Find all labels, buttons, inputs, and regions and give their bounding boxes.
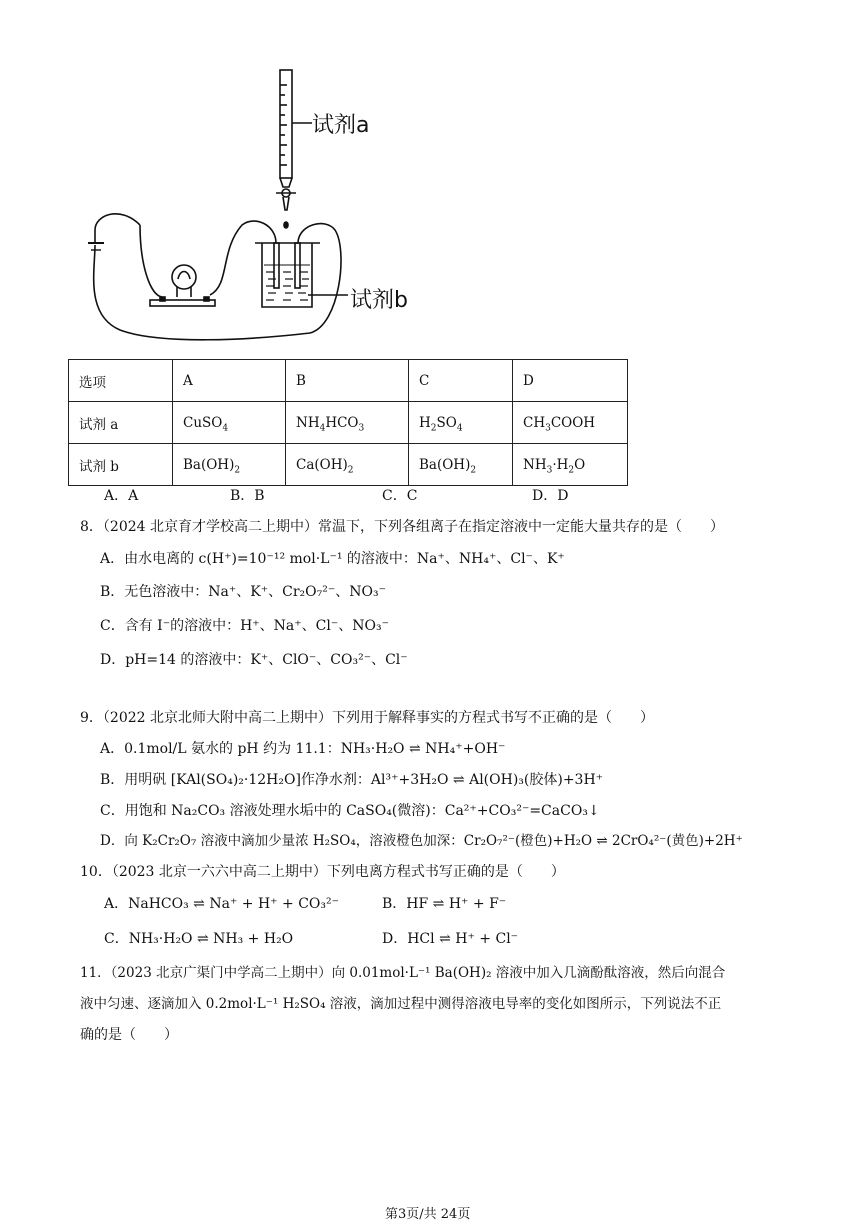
q7-choice-a[interactable]: A．A bbox=[104, 488, 139, 504]
q9-option-d[interactable]: D．向 K₂Cr₂O₇ 溶液中滴加少量浓 H₂SO₄，溶液橙色加深：Cr₂O₇²⁻(橙色)+H₂O ⇌ 2CrO₄²⁻(黄色)+2H⁺ bbox=[100, 833, 743, 849]
q8-option-a[interactable]: A．由水电离的 c(H⁺)=10⁻¹² mol·L⁻¹ 的溶液中：Na⁺、NH₄⁺、Cl⁻、K⁺ bbox=[100, 551, 565, 567]
reagent-a-label: 试剂a bbox=[312, 113, 370, 138]
table-cell: D bbox=[513, 360, 628, 402]
table-header-row bbox=[69, 360, 628, 402]
table-cell: 试剂 a bbox=[69, 402, 173, 444]
table-row bbox=[69, 444, 628, 486]
table-cell: $NH_4HCO_3$ bbox=[286, 402, 409, 444]
options-table bbox=[68, 359, 628, 486]
q11-line-2: 液中匀速、逐滴加入 0.2mol·L⁻¹ H₂SO₄ 溶液，滴加过程中测得溶液电导率的变化如图所示，下列说法不正 bbox=[80, 996, 722, 1012]
table-cell: $CH_3COOH$ bbox=[513, 402, 628, 444]
q7-choice-d[interactable]: D．D bbox=[532, 488, 569, 504]
q11-line-1: 11．（2023 北京广渠门中学高二上期中）向 0.01mol·L⁻¹ Ba(OH)₂ 溶液中加入几滴酚酞溶液，然后向混合 bbox=[80, 965, 726, 981]
q10-option-a[interactable]: A．NaHCO₃ ⇌ Na⁺ + H⁺ + CO₃²⁻ bbox=[104, 896, 339, 912]
table-cell: A bbox=[173, 360, 286, 402]
table-cell: CuSO$_4$ bbox=[173, 402, 286, 444]
table-cell: $H_2SO_4$ bbox=[409, 402, 513, 444]
table-row bbox=[69, 402, 628, 444]
q9-stem: 9．（2022 北京北师大附中高二上期中）下列用于解释事实的方程式书写不正确的是（ ） bbox=[80, 710, 654, 726]
table-cell: 试剂 b bbox=[69, 444, 173, 486]
q11-line-3: 确的是（ ） bbox=[80, 1027, 178, 1043]
q10-option-c[interactable]: C．NH₃·H₂O ⇌ NH₃ + H₂O bbox=[104, 931, 294, 947]
q9-option-c[interactable]: C．用饱和 Na₂CO₃ 溶液处理水垢中的 CaSO₄(微溶)：Ca²⁺+CO₃²⁻=CaCO₃↓ bbox=[100, 803, 600, 819]
q10-option-d[interactable]: D．HCl ⇌ H⁺ + Cl⁻ bbox=[382, 931, 519, 947]
table-cell: $Ba(OH)_2$ bbox=[173, 444, 286, 486]
q7-choice-b[interactable]: B．B bbox=[230, 488, 265, 504]
q9-option-b[interactable]: B．用明矾 [KAl(SO₄)₂·12H₂O]作净水剂：Al³⁺+3H₂O ⇌ Al(OH)₃(胶体)+3H⁺ bbox=[100, 772, 604, 788]
table-cell: $Ca(OH)_2$ bbox=[286, 444, 409, 486]
table-cell: $NH_3\cdot H_2O$ bbox=[513, 444, 628, 486]
reagent-b-label: 试剂b bbox=[350, 288, 408, 313]
q8-option-c[interactable]: C．含有 I⁻的溶液中：H⁺、Na⁺、Cl⁻、NO₃⁻ bbox=[100, 618, 389, 634]
table-cell: B bbox=[286, 360, 409, 402]
q8-option-d[interactable]: D．pH=14 的溶液中：K⁺、ClO⁻、CO₃²⁻、Cl⁻ bbox=[100, 652, 408, 668]
q7-choice-c[interactable]: C．C bbox=[382, 488, 418, 504]
q10-stem: 10．（2023 北京一六六中高二上期中）下列电离方程式书写正确的是（ ） bbox=[80, 864, 565, 880]
q8-option-b[interactable]: B．无色溶液中：Na⁺、K⁺、Cr₂O₇²⁻、NO₃⁻ bbox=[100, 584, 386, 600]
table-cell: $Ba(OH)_2$ bbox=[409, 444, 513, 486]
q10-option-b[interactable]: B．HF ⇌ H⁺ + F⁻ bbox=[382, 896, 507, 912]
q9-option-a[interactable]: A．0.1mol/L 氨水的 pH 约为 11.1：NH₃·H₂O ⇌ NH₄⁺+OH⁻ bbox=[100, 741, 506, 757]
table-cell: 选项 bbox=[69, 360, 173, 402]
q8-stem: 8．（2024 北京育才学校高二上期中）常温下，下列各组离子在指定溶液中一定能大量共存的是（ ） bbox=[80, 519, 724, 535]
page-number: 第3页/共 24页 bbox=[385, 1207, 471, 1222]
table-cell: C bbox=[409, 360, 513, 402]
